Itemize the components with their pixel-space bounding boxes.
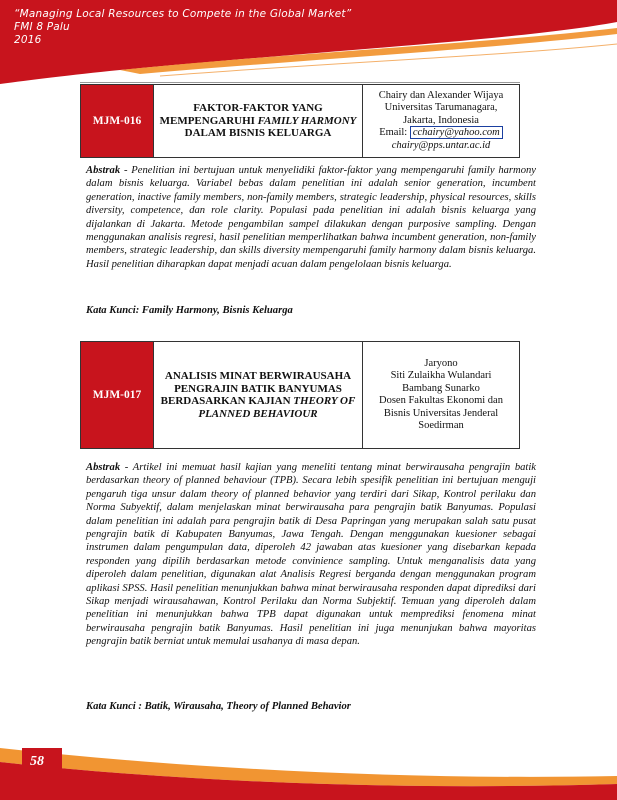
paper-code: MJM-017 — [81, 342, 154, 449]
email-secondary: chairy@pps.untar.ac.id — [391, 139, 491, 151]
paper-entry-mjm-016 — [80, 84, 520, 158]
paper-code: MJM-016 — [81, 85, 154, 158]
paper-entry-mjm-017 — [80, 341, 520, 449]
page-number: 58 — [30, 754, 44, 769]
paper-title: FAKTOR-FAKTOR YANG MEMPENGARUHI FAMILY HARMONY DALAM BISNIS KELUARGA — [154, 85, 363, 158]
footer-wave-graphic — [0, 740, 617, 800]
paper-authors: Jaryono Siti Zulaikha Wulandari Bambang Sunarko Dosen Fakultas Ekonomi dan Bisnis Universitas Jenderal Soedirman — [363, 342, 520, 449]
paper-abstract: Abstrak - Penelitian ini bertujuan untuk menyelidiki faktor-faktor yang mempengaruhi family harmony dalam bisnis keluarga. Variabel bebas dalam penelitian ini adalah senior generation, incumbent generation, inactive family members, non-family members, strategic leadership, physical resources, skills diversity, competence, dan role clarity. Populasi pada penelitian ini adalah bisnis keluarga yang dijalankan di Jakarta. Metode pengambilan sampel dilakukan dengan purposive sampling. Dengan menggunakan analisis regresi, hasil penelitian memperlihatkan bahwa incumbent generation, non-family members, strategic leadership, dan skills diversity mempengaruhi family harmony dalam bisnis keluarga. Hasil penelitian diharapkan dapat menjadi acuan dalam pengelolaan bisnis keluarga. — [86, 165, 536, 270]
page-footer — [0, 740, 617, 800]
page-header — [0, 0, 617, 84]
paper-keywords: Kata Kunci: Family Harmony, Bisnis Keluarga — [86, 305, 293, 316]
paper-abstract: Abstrak - Artikel ini memuat hasil kajian yang meneliti tentang minat berwirausaha pengrajin batik berdasarkan theory of planned behaviour (TPB). Secara lebih spesifik penelitian ini bertujuan menguji pengaruh tiga unsur dalam theory of planned behavior yang terdiri dari Sikap, Kontrol perilaku dan Norma Subyektif, dalam menjelaskan minat berwirausaha para pengrajin batik Banyumas. Populasi dalam penelitian ini adalah para pengrajin batik di Desa Papringan yang merupakan salah satu pusat pengrajin batik di Kabupaten Banyumas, Jawa Tengah. Dengan menggunakan kuesioner sebagai instrumen dalam pengumpulan data, diperoleh 42 jawaban atas kuesioner yang disebarkan kepada responden yang dipilih berdasarkan metode convinience sampling. Untuk menganalisis data yang diperoleh dalam penelitian, digunakan alat Analisis Regresi berganda dengan menggunakan program aplikasi SPSS. Hasil penelitian menunjukkan bahwa minat berwirausaha responden dapat diprediksi dari Sikap menjadi wirausahawan, Kontrol Perilaku dan Norma Subjektif. Temuan yang diperoleh dalam penelitian ini menunjukkan bahwa TPB dapat digunakan untuk memprediksi fenomena minat berwirausaha pengrajin batik Banyumas. Hasil penelitian ini juga menunjukan bahwa mayoritas pengrajin batik berniat untuk memulai usahanya di masa depan. — [86, 462, 536, 648]
paper-title: ANALISIS MINAT BERWIRAUSAHA PENGRAJIN BATIK BANYUMAS BERDASARKAN KAJIAN THEORY OF PLANNED BEHAVIOUR — [154, 342, 363, 449]
conference-year: 2016 — [14, 34, 42, 46]
paper-authors: Chairy dan Alexander Wijaya Universitas Tarumanagara, Jakarta, Indonesia Email: cchairy@yahoo.com chairy@pps.untar.ac.id — [363, 85, 520, 158]
email-link[interactable]: cchairy@yahoo.com — [410, 126, 503, 139]
conference-name: FMI 8 Palu — [14, 21, 70, 33]
header-divider — [80, 82, 520, 83]
conference-header-text — [14, 8, 351, 47]
paper-keywords: Kata Kunci : Batik, Wirausaha, Theory of Planned Behavior — [86, 701, 351, 712]
conference-theme: “Managing Local Resources to Compete in the Global Market” — [14, 8, 352, 20]
